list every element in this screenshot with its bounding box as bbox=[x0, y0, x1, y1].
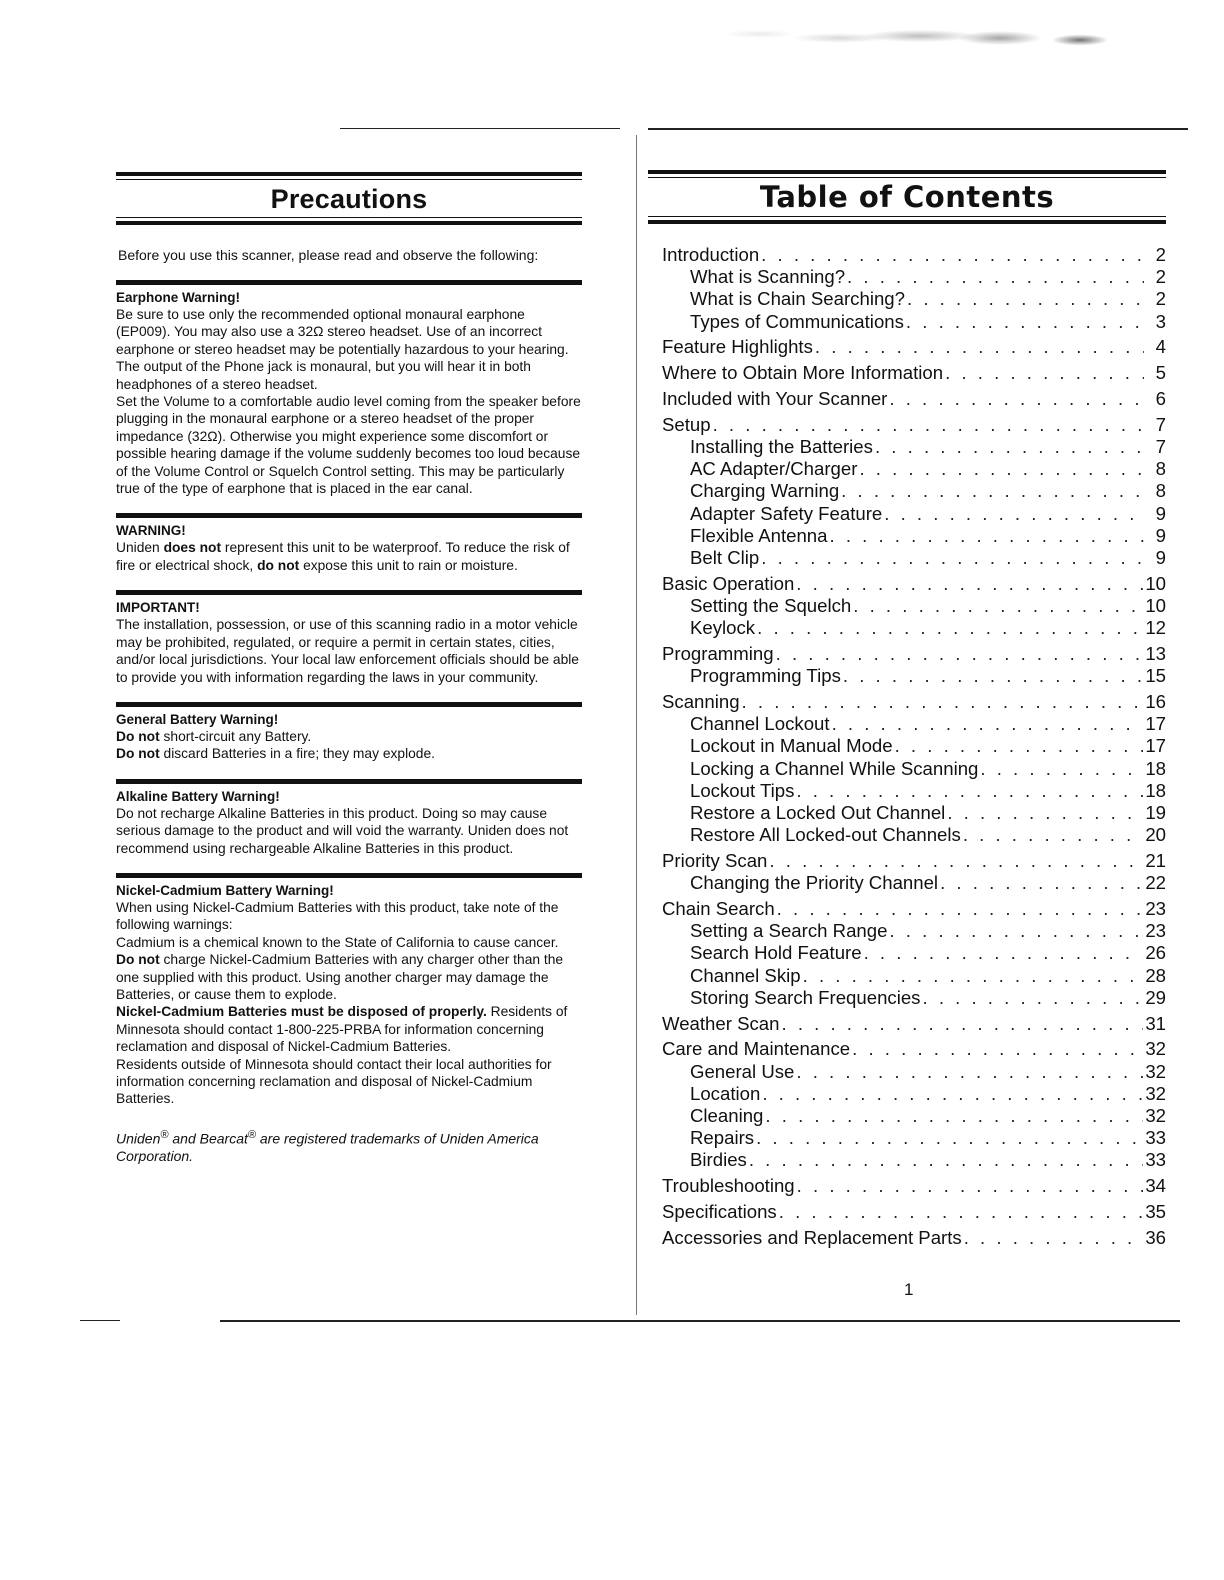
toc-entry-label: Restore All Locked-out Channels bbox=[690, 824, 961, 846]
toc-entry-page: 8 bbox=[1155, 480, 1166, 502]
toc-dot-leader bbox=[843, 665, 1143, 687]
trademark-and: and bbox=[168, 1130, 200, 1147]
toc-dot-leader bbox=[875, 436, 1144, 458]
toc-entry bbox=[662, 1175, 1166, 1197]
toc-subentry bbox=[662, 942, 1166, 964]
toc-dot-leader bbox=[829, 525, 1144, 547]
page-number: 1 bbox=[904, 1280, 914, 1299]
fold-line-top-right bbox=[648, 128, 1188, 130]
toc-entry-page: 9 bbox=[1155, 502, 1166, 524]
warning-heading: Alkaline Battery Warning! bbox=[116, 788, 280, 804]
toc-dot-leader bbox=[781, 1013, 1143, 1035]
toc-dot-leader bbox=[796, 1061, 1143, 1083]
toc-entry bbox=[662, 1201, 1166, 1223]
toc-section bbox=[648, 170, 1166, 1249]
emphasis-text: do not bbox=[257, 557, 300, 573]
toc-dot-leader bbox=[859, 458, 1144, 480]
toc-entry-page: 31 bbox=[1145, 1012, 1166, 1034]
toc-entry-label: What is Chain Searching? bbox=[690, 288, 905, 310]
precautions-intro: Before you use this scanner, please read and observe the following: bbox=[118, 247, 539, 263]
toc-entry-label: Locking a Channel While Scanning bbox=[690, 757, 979, 779]
toc-entry-page: 2 bbox=[1155, 288, 1166, 310]
toc-entry-page: 10 bbox=[1145, 572, 1166, 594]
toc-dot-leader bbox=[907, 288, 1144, 310]
toc-entry-label: Channel Skip bbox=[690, 964, 801, 986]
toc-subentry bbox=[662, 617, 1166, 639]
toc-entry-label: Setup bbox=[662, 413, 711, 435]
toc-entry-label: Types of Communications bbox=[690, 310, 904, 332]
toc-dot-leader bbox=[947, 802, 1143, 824]
toc-entry-page: 32 bbox=[1145, 1038, 1166, 1060]
toc-entry-page: 32 bbox=[1145, 1082, 1166, 1104]
toc-entry-page: 17 bbox=[1145, 713, 1166, 735]
title-rule-bottom bbox=[116, 217, 582, 225]
toc-dot-leader bbox=[815, 336, 1144, 358]
warning-heading: Earphone Warning! bbox=[116, 290, 240, 305]
toc-entry-label: Basic Operation bbox=[662, 572, 795, 594]
toc-entry-page: 36 bbox=[1145, 1226, 1166, 1248]
warning-body: The installation, possession, or use of this scanning radio in a motor vehicle may be prohibited, regulated, or require a permit in certain states, cities, and/or local jurisdictions. Your local law enforcement officials should be able to provide you with information regarding the laws in your community. bbox=[116, 617, 579, 685]
warning-line: Do not discard Batteries in a fire; they may explode. bbox=[116, 746, 435, 762]
toc-entry-label: Priority Scan bbox=[662, 850, 768, 872]
toc-entry-label: Setting a Search Range bbox=[690, 920, 888, 942]
warning-line: Nickel-Cadmium Batteries must be disposed of properly. Residents of Minnesota should contact 1-800-225-PRBA for information concerning reclamation and disposal of Nickel-Cadmium Batteries. bbox=[116, 1004, 568, 1055]
toc-entry bbox=[662, 336, 1166, 358]
title-rule-top bbox=[116, 172, 582, 180]
toc-entry-page: 18 bbox=[1145, 757, 1166, 779]
precautions-title: Precautions bbox=[270, 184, 428, 214]
toc-list bbox=[648, 244, 1166, 1249]
toc-entry-label: Channel Lockout bbox=[690, 713, 830, 735]
toc-entry-label: Repairs bbox=[690, 1127, 755, 1149]
toc-entry-page: 4 bbox=[1155, 336, 1166, 358]
toc-dot-leader bbox=[945, 362, 1144, 384]
toc-dot-leader bbox=[841, 480, 1144, 502]
emphasis-text: does not bbox=[163, 540, 222, 556]
toc-subentry bbox=[662, 525, 1166, 547]
warning-block bbox=[116, 779, 582, 857]
toc-subentry bbox=[662, 311, 1166, 333]
toc-entry-page: 26 bbox=[1145, 942, 1166, 964]
toc-entry-label: Charging Warning bbox=[690, 480, 840, 502]
toc-subentry bbox=[662, 1083, 1166, 1105]
fold-line-bottom-main bbox=[220, 1320, 1180, 1322]
toc-entry-page: 12 bbox=[1145, 617, 1166, 639]
toc-subentry bbox=[662, 547, 1166, 569]
toc-entry-label: Programming bbox=[662, 643, 774, 665]
toc-entry-page: 17 bbox=[1145, 735, 1166, 757]
toc-subentry bbox=[662, 266, 1166, 288]
toc-subentry bbox=[662, 503, 1166, 525]
toc-dot-leader bbox=[964, 1227, 1144, 1249]
toc-dot-leader bbox=[796, 780, 1143, 802]
toc-entry-label: Chain Search bbox=[662, 898, 775, 920]
toc-subentry bbox=[662, 965, 1166, 987]
toc-subentry bbox=[662, 665, 1166, 687]
toc-entry-label: Feature Highlights bbox=[662, 336, 813, 358]
warning-heading: General Battery Warning! bbox=[116, 711, 279, 727]
warning-rule bbox=[116, 590, 582, 595]
warning-block bbox=[116, 702, 582, 763]
toc-entry-page: 35 bbox=[1145, 1201, 1166, 1223]
toc-entry-page: 18 bbox=[1145, 779, 1166, 801]
toc-dot-leader bbox=[884, 503, 1144, 525]
toc-dot-leader bbox=[922, 987, 1143, 1009]
toc-entry-label: Lockout in Manual Mode bbox=[690, 735, 893, 757]
toc-dot-leader bbox=[761, 547, 1144, 569]
toc-entry-label: Storing Search Frequencies bbox=[690, 986, 921, 1008]
toc-entry-label: Cleaning bbox=[690, 1105, 764, 1127]
toc-entry bbox=[662, 388, 1166, 410]
toc-dot-leader bbox=[797, 1175, 1144, 1197]
toc-entry-page: 21 bbox=[1145, 850, 1166, 872]
toc-entry bbox=[662, 850, 1166, 872]
toc-subentry bbox=[662, 1149, 1166, 1171]
trademark-notice bbox=[116, 1126, 582, 1166]
toc-entry-label: General Use bbox=[690, 1060, 795, 1082]
toc-dot-leader bbox=[889, 388, 1144, 410]
warning-line: Do not charge Nickel-Cadmium Batteries with any charger other than the one supplied with this product. Using another charger may damage the Batteries, or cause them to explode. bbox=[116, 952, 564, 1002]
toc-entry bbox=[662, 898, 1166, 920]
toc-entry-label: Specifications bbox=[662, 1201, 777, 1223]
toc-entry bbox=[662, 643, 1166, 665]
trademark-uniden: Uniden bbox=[116, 1130, 161, 1147]
toc-entry-page: 6 bbox=[1155, 388, 1166, 409]
toc-subentry bbox=[662, 1127, 1166, 1149]
warning-heading: WARNING! bbox=[116, 523, 186, 539]
warning-line: Do not short-circuit any Battery. bbox=[116, 728, 312, 744]
toc-entry-page: 34 bbox=[1145, 1175, 1166, 1197]
toc-entry-label: Restore a Locked Out Channel bbox=[690, 802, 946, 824]
fold-line-top-left bbox=[340, 128, 620, 129]
scan-artifact bbox=[700, 14, 1180, 64]
toc-subentry bbox=[662, 713, 1166, 735]
toc-dot-leader bbox=[742, 691, 1144, 713]
emphasis-text: Nickel-Cadmium Batteries must be disposed of properly. bbox=[116, 1004, 487, 1020]
warning-rule bbox=[116, 280, 582, 285]
toc-dot-leader bbox=[940, 872, 1143, 894]
toc-entry bbox=[662, 1227, 1166, 1249]
toc-entry-page: 20 bbox=[1145, 824, 1166, 846]
toc-entry-page: 16 bbox=[1145, 691, 1166, 713]
toc-entry bbox=[662, 1013, 1166, 1035]
toc-entry-label: AC Adapter/Charger bbox=[690, 458, 858, 480]
toc-dot-leader bbox=[779, 1201, 1144, 1223]
toc-dot-leader bbox=[832, 713, 1144, 735]
toc-entry bbox=[662, 362, 1166, 384]
toc-entry-page: 19 bbox=[1145, 802, 1166, 824]
warning-body: Be sure to use only the recommended optional monaural earphone (EP009). You may also use a 32Ω stereo headset. Use of an incorrect earphone or stereo headset may be potentially hazardous to your hearing. The output of the Phone jack is monaural, but you will hear it in both headphones of a stereo headset. bbox=[116, 307, 569, 392]
toc-dot-leader bbox=[963, 824, 1144, 846]
toc-entry-page: 7 bbox=[1155, 413, 1166, 435]
toc-entry-page: 15 bbox=[1145, 665, 1166, 687]
toc-entry-label: Programming Tips bbox=[690, 665, 841, 687]
emphasis-text: Do not bbox=[116, 746, 160, 762]
toc-dot-leader bbox=[803, 965, 1144, 987]
toc-dot-leader bbox=[777, 898, 1144, 920]
toc-dot-leader bbox=[980, 758, 1143, 780]
toc-dot-leader bbox=[762, 1083, 1143, 1105]
toc-entry-page: 32 bbox=[1145, 1060, 1166, 1082]
toc-subentry bbox=[662, 458, 1166, 480]
toc-entry-page: 9 bbox=[1155, 547, 1166, 569]
warning-line: Residents outside of Minnesota should contact their local authorities for information concerning reclamation and disposal of Nickel-Cadmium Batteries. bbox=[116, 1056, 552, 1107]
toc-entry-page: 33 bbox=[1145, 1149, 1166, 1171]
fold-line-bottom-left bbox=[80, 1320, 120, 1321]
warning-rule bbox=[116, 702, 582, 707]
toc-subentry bbox=[662, 920, 1166, 942]
toc-entry-label: Accessories and Replacement Parts bbox=[662, 1226, 962, 1248]
toc-entry-label: Changing the Priority Channel bbox=[690, 872, 939, 894]
toc-rule-bottom bbox=[648, 216, 1166, 224]
precautions-section bbox=[116, 172, 582, 1165]
emphasis-text: Do not bbox=[116, 728, 160, 744]
toc-dot-leader bbox=[895, 735, 1144, 757]
toc-entry-page: 9 bbox=[1155, 524, 1166, 546]
toc-dot-leader bbox=[796, 573, 1143, 595]
warning-heading: IMPORTANT! bbox=[116, 600, 200, 616]
toc-entry-page: 2 bbox=[1155, 244, 1166, 265]
toc-dot-leader bbox=[776, 643, 1144, 665]
toc-entry-page: 3 bbox=[1155, 310, 1166, 332]
toc-entry-label: Lockout Tips bbox=[690, 779, 795, 801]
toc-entry bbox=[662, 244, 1166, 266]
warning-block bbox=[116, 590, 582, 686]
toc-entry-label: Adapter Safety Feature bbox=[690, 502, 883, 524]
toc-entry-page: 7 bbox=[1155, 436, 1166, 457]
toc-subentry bbox=[662, 288, 1166, 310]
registered-mark: ® bbox=[247, 1128, 256, 1141]
toc-dot-leader bbox=[853, 595, 1143, 617]
toc-entry-label: Care and Maintenance bbox=[662, 1038, 851, 1060]
toc-subentry bbox=[662, 987, 1166, 1009]
toc-entry-label: Included with Your Scanner bbox=[662, 388, 888, 409]
toc-subentry bbox=[662, 758, 1166, 780]
toc-dot-leader bbox=[756, 1127, 1143, 1149]
toc-entry-label: What is Scanning? bbox=[690, 266, 846, 288]
toc-dot-leader bbox=[889, 920, 1143, 942]
toc-subentry bbox=[662, 595, 1166, 617]
column-divider bbox=[636, 135, 637, 1315]
toc-dot-leader bbox=[769, 850, 1143, 872]
warning-heading: Nickel-Cadmium Battery Warning! bbox=[116, 882, 334, 898]
warning-rule bbox=[116, 779, 582, 784]
toc-entry-page: 22 bbox=[1145, 872, 1166, 894]
toc-dot-leader bbox=[713, 414, 1144, 436]
toc-entry-label: Keylock bbox=[690, 617, 756, 639]
toc-subentry bbox=[662, 872, 1166, 894]
warning-block bbox=[116, 513, 582, 574]
toc-subentry bbox=[662, 1105, 1166, 1127]
toc-entry-page: 32 bbox=[1145, 1105, 1166, 1127]
toc-entry-label: Location bbox=[690, 1082, 761, 1104]
toc-entry-page: 23 bbox=[1145, 898, 1166, 920]
toc-entry-page: 29 bbox=[1145, 986, 1166, 1008]
registered-mark: ® bbox=[160, 1128, 169, 1141]
toc-entry-label: Setting the Squelch bbox=[690, 595, 852, 617]
toc-subentry bbox=[662, 824, 1166, 846]
toc-rule-top bbox=[648, 170, 1166, 178]
toc-entry-label: Scanning bbox=[662, 691, 740, 713]
warning-rule bbox=[116, 513, 582, 518]
toc-dot-leader bbox=[852, 1038, 1143, 1060]
trademark-rest: are registered trademarks of Uniden America Corporation. bbox=[116, 1130, 539, 1165]
warning-body: Uniden does not represent this unit to be waterproof. To reduce the risk of fire or electrical shock, do not expose this unit to rain or moisture. bbox=[116, 540, 570, 573]
toc-subentry bbox=[662, 436, 1166, 458]
toc-dot-leader bbox=[749, 1149, 1143, 1171]
toc-entry-label: Weather Scan bbox=[662, 1012, 780, 1034]
toc-dot-leader bbox=[864, 942, 1144, 964]
toc-subentry bbox=[662, 480, 1166, 502]
warnings-list bbox=[116, 280, 582, 1108]
warning-body: Do not recharge Alkaline Batteries in this product. Doing so may cause serious damage to the product and will void the warranty. Uniden does not recommend using rechargeable Alkaline Batteries in this product. bbox=[116, 805, 569, 856]
toc-entry-label: Where to Obtain More Information bbox=[662, 362, 944, 384]
toc-entry-label: Installing the Batteries bbox=[690, 436, 873, 457]
warning-body: Set the Volume to a comfortable audio level coming from the speaker before plugging in the monaural earphone or a stereo headset of the proper impedance (32Ω). Otherwise you might experience some discomfort or possible hearing damage if the volume suddenly becomes too loud because of the Volume Control or Squelch Control setting. This may be particularly true of the type of earphone that is placed in the ear canal. bbox=[116, 394, 581, 497]
toc-entry-page: 33 bbox=[1145, 1127, 1166, 1149]
toc-entry-label: Troubleshooting bbox=[662, 1175, 795, 1197]
toc-dot-leader bbox=[765, 1105, 1143, 1127]
toc-entry-page: 5 bbox=[1155, 362, 1166, 384]
toc-entry-label: Birdies bbox=[690, 1149, 747, 1171]
toc-dot-leader bbox=[761, 244, 1144, 266]
toc-entry-label: Flexible Antenna bbox=[690, 524, 828, 546]
toc-entry-page: 10 bbox=[1145, 595, 1166, 617]
toc-entry bbox=[662, 691, 1166, 713]
toc-dot-leader bbox=[906, 311, 1144, 333]
toc-dot-leader bbox=[757, 617, 1143, 639]
toc-entry-label: Introduction bbox=[662, 244, 760, 265]
warning-block bbox=[116, 280, 582, 497]
toc-subentry bbox=[662, 1061, 1166, 1083]
toc-title: Table of Contents bbox=[759, 180, 1055, 214]
toc-subentry bbox=[662, 780, 1166, 802]
toc-entry bbox=[662, 414, 1166, 436]
toc-entry-label: Belt Clip bbox=[690, 547, 760, 569]
warning-line: Cadmium is a chemical known to the State of California to cause cancer. bbox=[116, 934, 559, 950]
emphasis-text: Do not bbox=[116, 952, 160, 968]
trademark-bearcat: Bearcat bbox=[199, 1130, 248, 1147]
toc-entry-page: 23 bbox=[1145, 920, 1166, 942]
toc-dot-leader bbox=[847, 266, 1144, 288]
toc-subentry bbox=[662, 735, 1166, 757]
toc-entry-page: 2 bbox=[1155, 266, 1166, 288]
toc-entry-page: 28 bbox=[1145, 964, 1166, 986]
toc-entry bbox=[662, 1038, 1166, 1060]
toc-entry bbox=[662, 573, 1166, 595]
toc-entry-page: 13 bbox=[1145, 643, 1166, 665]
toc-entry-page: 8 bbox=[1155, 458, 1166, 480]
warning-block bbox=[116, 873, 582, 1108]
toc-subentry bbox=[662, 802, 1166, 824]
toc-entry-label: Search Hold Feature bbox=[690, 942, 862, 964]
warning-line: When using Nickel-Cadmium Batteries with this product, take note of the following warnings: bbox=[116, 899, 559, 933]
warning-rule bbox=[116, 873, 582, 878]
